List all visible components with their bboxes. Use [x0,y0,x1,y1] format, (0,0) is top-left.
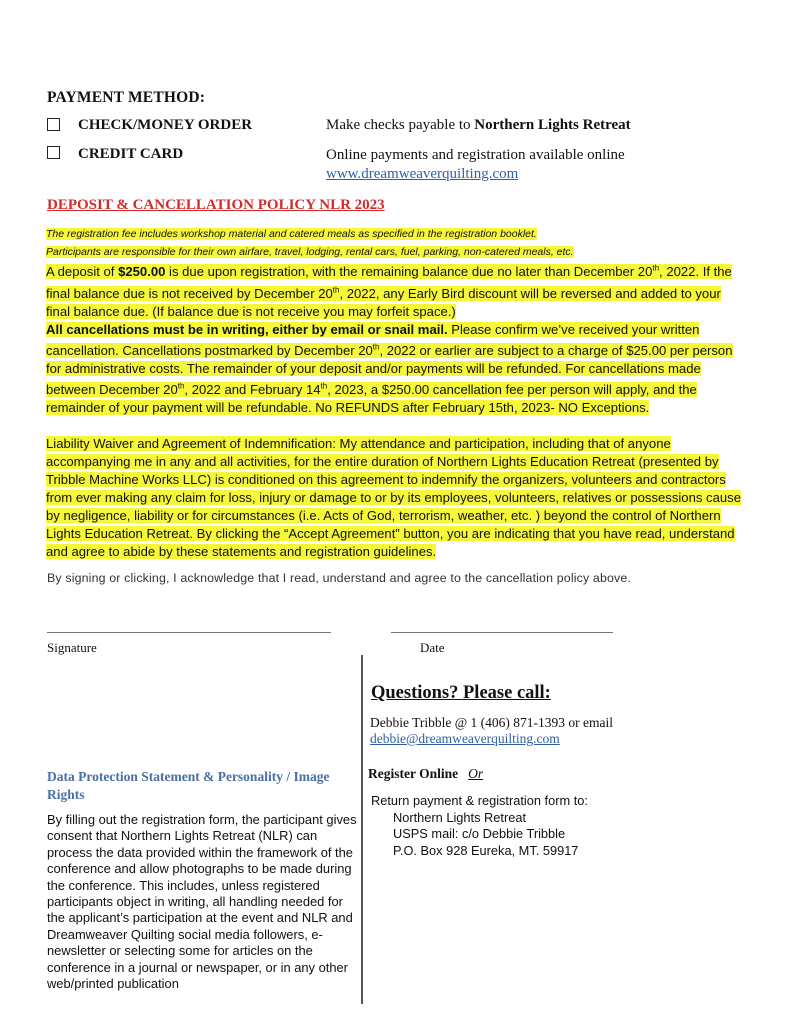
online-payment-text: Online payments and registration available online [326,147,625,163]
cancellation-paragraph [46,321,746,418]
signature-label: Signature [47,640,97,655]
cancellation-text: , 2023, a $250.00 cancellation fee per person will apply, and the remainder of your payment will be refundable. No REFUNDS after February 15th, 2023- NO Exceptions. [46,382,697,416]
return-address [371,793,588,859]
register-online [368,766,483,782]
cancellation-bold: All cancellations must be in writing, either by email or snail mail. [46,321,448,337]
credit-card-checkbox[interactable] [47,146,60,159]
data-protection-body: By filling out the registration form, the participant gives consent that Northern Lights Retreat (NLR) can process the data provided within the framework of the conference and allow photographs to be made during the conference. This includes, unless registered participants object in writing, all handling needed for the applicant’s participation at the event and NLR and Dreamweaver Quilting social media followers, e-newsletter or selecting some for articles on the conference in a journal or newspaper, or in any other web/printed publication [47,812,357,992]
check-money-order-label: CHECK/MONEY ORDER [78,117,253,133]
data-protection-title: Data Protection Statement & Personality / Image Rights [47,769,330,802]
questions-contact [370,715,613,747]
ordinal-suffix: th [372,342,380,352]
address-line: P.O. Box 928 Eureka, MT. 59917 [393,842,579,858]
policy-title: DEPOSIT & CANCELLATION POLICY NLR 2023 [47,197,385,213]
policy-body [46,224,746,561]
check-payable-prefix: Make checks payable to [326,117,475,133]
date-line[interactable] [391,632,613,633]
check-money-order-checkbox[interactable] [47,118,60,131]
credit-card-label: CREDIT CARD [78,146,184,162]
payment-method-title: PAYMENT METHOD: [47,89,206,106]
ordinal-suffix: th [652,264,660,273]
contact-text: Debbie Tribble @ 1 (406) 871-1393 or email [370,715,614,730]
liability-waiver: Liability Waiver and Agreement of Indemnification: My attendance and participation, including that of anyone accompanying me in any and all activities, for the entire duration of Northern Lights Education Retreat (presented by Tribble Machine Works LLC) is conditioned on this agreement to indemnify the organizers, volunteers and contractors from ever making any claim for loss, injury or damage to or by its employees, volunteers, relatives or possessions cause by negligence, liability or for circumstances (i.e. Acts of God, terrorism, weather, etc. ) beyond the control of Northern Lights Education Retreat. By clicking the “Accept Agreement” button, you are indicating that you have read, understand and agree to abide by these statements and registration guidelines. [46,436,741,560]
date-label: Date [420,640,445,655]
deposit-text: , 2022, any Early Bird discount will be reversed and added to your final balance due. (If balance due is not receive you may forfeit space.) [46,285,721,319]
email-link[interactable]: debbie@dreamweaverquilting.com [370,731,560,746]
online-payment-note [326,146,625,184]
deposit-paragraph [46,260,746,321]
policy-note-line-2: Participants are responsible for their own airfare, travel, lodging, rental cars, fuel, parking, non-catered meals, etc. [46,246,574,258]
cancellation-text: , 2022 or earlier are subject to a charge of $25.00 per person for administrative costs. The remainder of your deposit and/or payments will be refunded. For cancellations made between December 20 [46,343,733,398]
deposit-amount: $250.00 [118,264,166,280]
register-online-link[interactable]: Register Online [368,766,459,781]
check-payable-note [326,117,631,134]
signature-line[interactable] [47,632,331,633]
ordinal-suffix: th [332,285,340,295]
address-line: USPS mail: c/o Debbie Tribble [393,826,566,841]
deposit-text: is due upon registration, with the remaining balance due no later than December 20 [165,264,653,280]
website-link[interactable]: www.dreamweaverquilting.com [326,166,519,182]
ordinal-suffix: th [320,382,328,392]
deposit-text: , 2022. If the final balance due is not received by December 20 [46,264,732,301]
column-divider [361,655,363,1004]
or-label: Or [468,766,484,781]
deposit-text: A deposit of [46,264,119,280]
acknowledgement-text: By signing or clicking, I acknowledge that I read, understand and agree to the cancellation policy above. [47,571,632,585]
ordinal-suffix: th [177,382,185,392]
address-line: Northern Lights Retreat [393,809,527,825]
cancellation-text: Please confirm we’ve received your written cancellation. Cancellations postmarked by December 20 [46,321,700,359]
payee-name: Northern Lights Retreat [474,117,631,133]
questions-title: Questions? Please call: [371,683,551,703]
return-label: Return payment & registration form to: [371,793,588,808]
cancellation-text: , 2022 and February 14 [184,382,321,398]
policy-note-line-1: The registration fee includes workshop material and catered meals as specified in the registration booklet. [46,228,537,240]
